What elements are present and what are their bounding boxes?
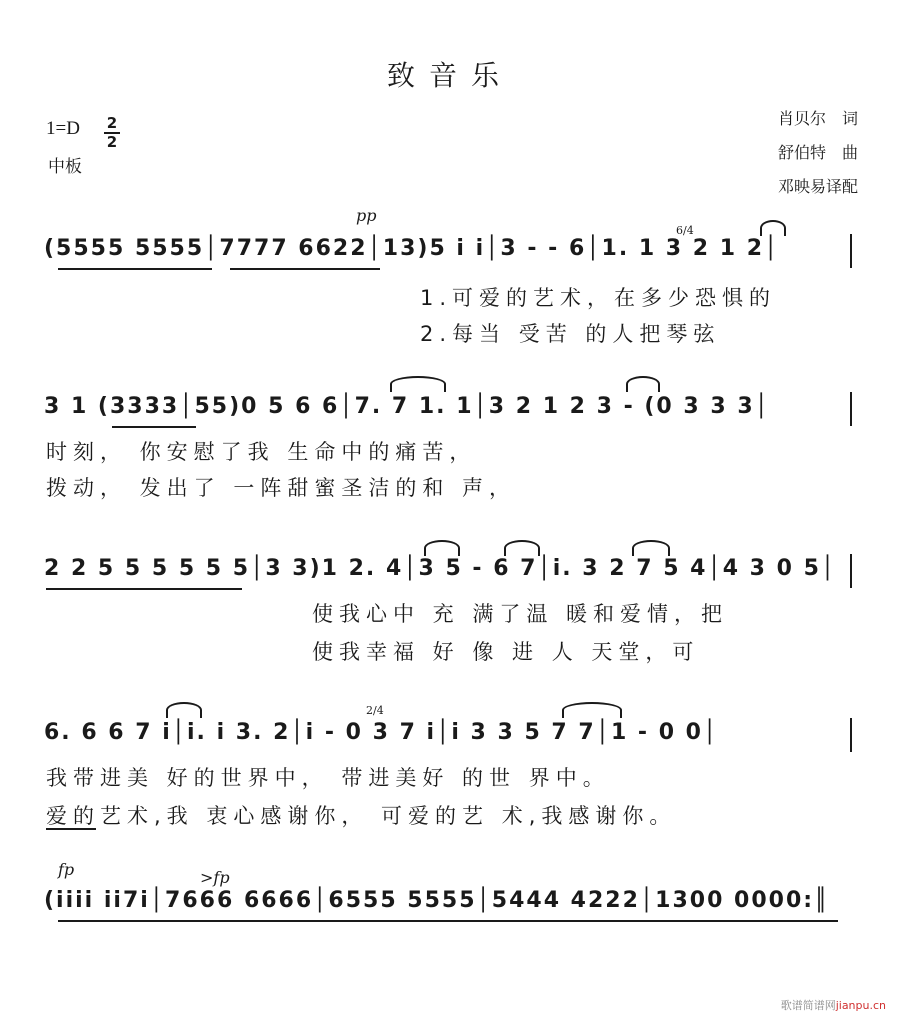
slur — [166, 702, 202, 718]
lyric-verse-2: 拨动， 发出了 一阵甜蜜圣洁的和 声， — [46, 476, 517, 500]
slur — [760, 220, 786, 236]
tempo-marking: 中板 — [48, 157, 82, 177]
lyric-verse-2: 爱的艺术,我 衷心感谢你， 可爱的艺 术,我感谢你。 — [46, 804, 677, 828]
meter-change: 6/4 — [676, 224, 694, 237]
slur — [632, 540, 670, 556]
watermark — [781, 997, 886, 1013]
barline — [850, 392, 852, 426]
slur — [562, 702, 622, 718]
song-title: 致音乐 — [386, 59, 513, 92]
watermark-text: 歌谱简谱网 — [780, 999, 836, 1012]
watermark-domain: jianpu.cn — [835, 999, 886, 1012]
key-signature: 1=D — [46, 118, 80, 139]
lyric-verse-1: 使我心中 充 满了温 暖和爱情，把 — [312, 602, 729, 626]
meter-numerator: 2 — [106, 114, 118, 132]
lyric-verse-2: 使我幸福 好 像 进 人 天堂，可 — [312, 640, 700, 664]
beam-underline — [46, 588, 242, 590]
lyric-verse-1: 1.可爱的艺术，在多少恐惧的 — [420, 286, 777, 310]
staff-line-4 — [0, 700, 900, 830]
beam-underline — [112, 426, 196, 428]
slur — [390, 376, 446, 392]
barline — [850, 554, 852, 588]
beam-underline — [230, 268, 380, 270]
barline — [850, 718, 852, 752]
lyric-verse-1: 我带进美 好的世界中， 带进美好 的世 界中。 — [46, 766, 610, 790]
notation-row: (5555 5555│7777 6622│13)5 i i│3 - - 6│1. 1 3 2 1 2│ — [44, 236, 780, 261]
time-signature — [104, 116, 120, 150]
barline — [850, 234, 852, 268]
slur — [626, 376, 660, 392]
notation-row: 2 2 5 5 5 5 5 5│3 3)1 2. 4│3 5 - 6 7│i. 3 2 7 5 4│4 3 0 5│ — [44, 556, 837, 581]
beam-underline — [58, 920, 838, 922]
slur — [504, 540, 540, 556]
lyric-underline — [46, 828, 96, 830]
staff-line-1 — [0, 206, 900, 346]
notation-row: 6. 6 6 7 i│i. i 3. 2│i - 0 3 7 i│i 3 3 5 7 7│1 - 0 0│ — [44, 720, 719, 745]
meter-denominator: 2 — [106, 133, 118, 151]
credit-composer: 舒伯特 曲 — [777, 143, 858, 162]
dynamic-marking: fp — [58, 860, 75, 879]
dynamic-marking: pp — [356, 206, 377, 225]
beam-underline — [58, 268, 212, 270]
staff-line-3 — [0, 540, 900, 670]
notation-row: 3 1 (3333│55)0 5 6 6│7. 7 1. 1│3 2 1 2 3 - (0 3 3 3│ — [44, 394, 770, 419]
slur — [424, 540, 460, 556]
lyric-verse-1: 时刻， 你安慰了我 生命中的痛苦， — [46, 440, 477, 464]
meter-change: 2/4 — [366, 704, 384, 717]
credit-lyricist: 肖贝尔 词 — [777, 109, 858, 128]
accent-marking: >fp — [200, 868, 230, 887]
staff-line-2 — [0, 380, 900, 500]
notation-row: (iiii ii7i│7666 6666│6555 5555│5444 4222│1300 0000:║ — [44, 888, 830, 913]
staff-line-5 — [0, 856, 900, 936]
credit-translator: 邓映易译配 — [777, 177, 858, 196]
lyric-verse-2: 2.每当 受苦 的人把琴弦 — [420, 322, 721, 346]
